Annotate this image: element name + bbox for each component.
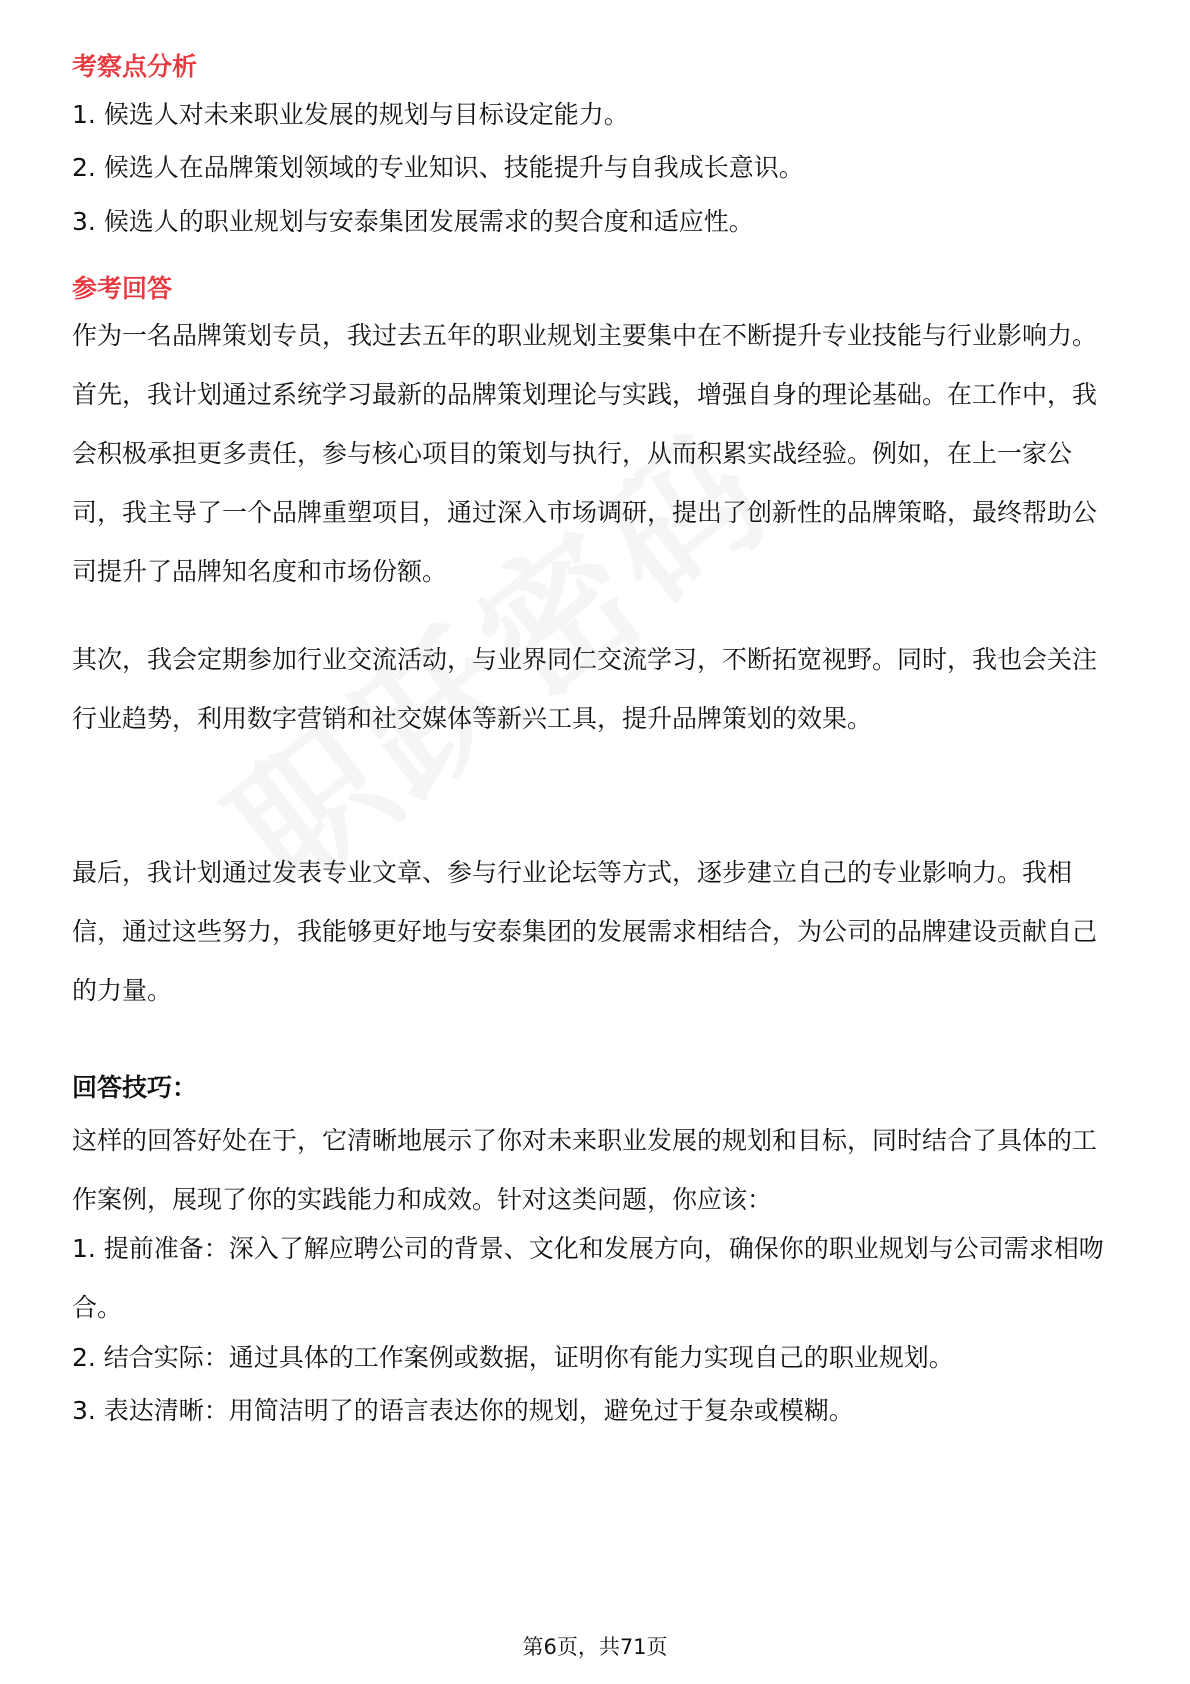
- analysis-item-2: 2. 候选人在品牌策划领域的专业知识、技能提升与自我成长意识。: [72, 153, 804, 182]
- analysis-item-3: 3. 候选人的职业规划与安泰集团发展需求的契合度和适应性。: [72, 207, 754, 236]
- tips-heading: 回答技巧：: [72, 1073, 198, 1102]
- tips-item-1: 1. 提前准备：深入了解应聘公司的背景、文化和发展方向，确保你的职业规划与公司需求相吻合。: [72, 1234, 1104, 1322]
- analysis-item-1: 1. 候选人对未来职业发展的规划与目标设定能力。: [72, 100, 629, 129]
- answer-heading: 参考回答: [72, 274, 173, 303]
- answer-paragraph-1: 作为一名品牌策划专员，我过去五年的职业规划主要集中在不断提升专业技能与行业影响力。首先，我计划通过系统学习最新的品牌策划理论与实践，增强自身的理论基础。在工作中，我会积极承担更多责任，参与核心项目的策划与执行，从而积累实战经验。例如，在上一家公司，我主导了一个品牌重塑项目，通过深入市场调研，提出了创新性的品牌策略，最终帮助公司提升了品牌知名度和市场份额。: [72, 321, 1098, 586]
- answer-paragraph-2: 其次，我会定期参加行业交流活动，与业界同仁交流学习，不断拓宽视野。同时，我也会关注行业趋势，利用数字营销和社交媒体等新兴工具，提升品牌策划的效果。: [72, 645, 1098, 733]
- page-number: 第6页，共71页: [522, 1635, 668, 1659]
- tips-item-2: 2. 结合实际：通过具体的工作案例或数据，证明你有能力实现自己的职业规划。: [72, 1343, 954, 1372]
- tips-intro: 这样的回答好处在于，它清晰地展示了你对未来职业发展的规划和目标，同时结合了具体的工作案例，展现了你的实践能力和成效。针对这类问题，你应该：: [72, 1126, 1098, 1214]
- answer-paragraph-3: 最后，我计划通过发表专业文章、参与行业论坛等方式，逐步建立自己的专业影响力。我相信，通过这些努力，我能够更好地与安泰集团的发展需求相结合，为公司的品牌建设贡献自己的力量。: [72, 858, 1098, 1005]
- tips-item-3: 3. 表达清晰：用简洁明了的语言表达你的规划，避免过于复杂或模糊。: [72, 1396, 854, 1425]
- analysis-heading: 考察点分析: [72, 52, 198, 81]
